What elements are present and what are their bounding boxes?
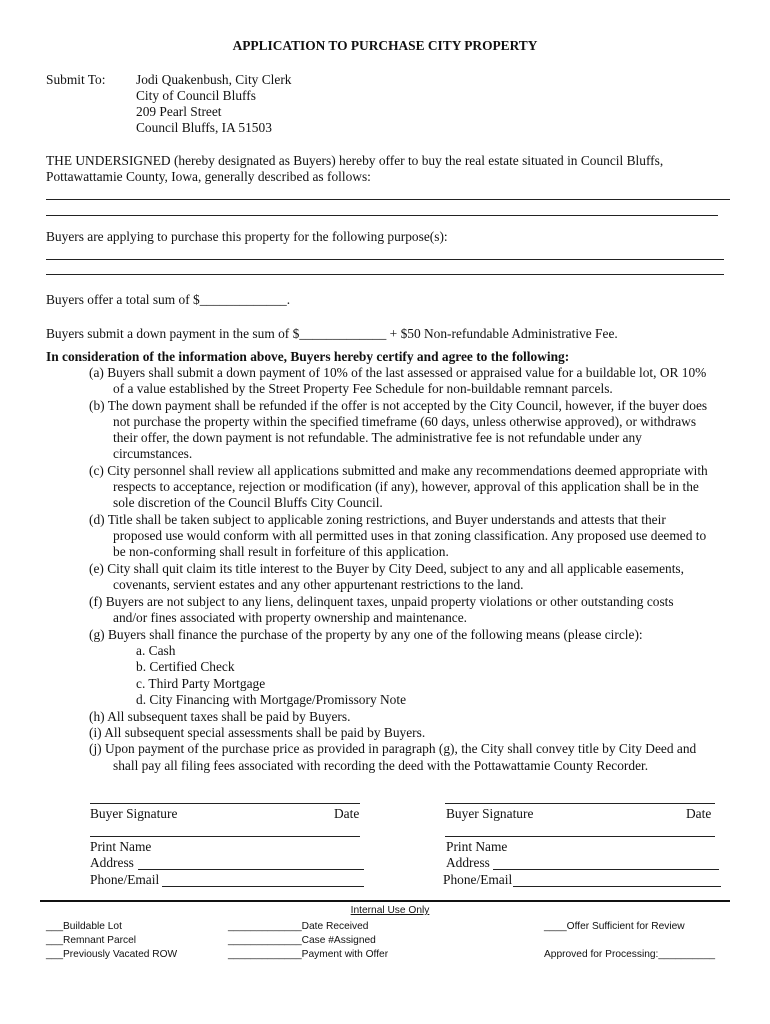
internal-payment-with-offer[interactable]: _____________Payment with Offer bbox=[228, 949, 389, 960]
down-payment-text[interactable]: Buyers submit a down payment in the sum of $_____________ + $50 Non-refundable Administrative Fee. bbox=[46, 326, 618, 341]
finance-option-third-party-mortgage[interactable]: c. Third Party Mortgage bbox=[136, 676, 266, 691]
submit-to-line-2: City of Council Bluffs bbox=[136, 88, 256, 103]
buyer-2-date-label: Date bbox=[686, 806, 712, 821]
item-e-line-1: (e) City shall quit claim its title interest to the Buyer by City Deed, subject to any and all applicable easements, bbox=[89, 561, 684, 576]
description-line-2[interactable] bbox=[46, 215, 718, 216]
item-d-line-3: be non-conforming shall result in forfeiture of this application. bbox=[113, 544, 449, 559]
internal-approved-for-processing[interactable]: Approved for Processing:__________ bbox=[544, 949, 716, 960]
intro-line-1: THE UNDERSIGNED (hereby designated as Buyers) hereby offer to buy the real estate situated in Council Bluffs, bbox=[46, 153, 664, 168]
submit-to-line-3: 209 Pearl Street bbox=[136, 104, 222, 119]
item-e-line-2: covenants, servient estates and any other appurtenant restrictions to the land. bbox=[113, 577, 524, 592]
internal-offer-sufficient[interactable]: ____Offer Sufficient for Review bbox=[544, 921, 685, 932]
internal-divider bbox=[40, 900, 730, 902]
finance-option-cash[interactable]: a. Cash bbox=[136, 643, 176, 658]
offer-sum-text[interactable]: Buyers offer a total sum of $_____________. bbox=[46, 292, 291, 307]
buyer-2-phone-email-line[interactable] bbox=[513, 886, 721, 887]
item-g-line-1: (g) Buyers shall finance the purchase of the property by any one of the following means (please circle): bbox=[89, 627, 643, 642]
item-a-line-1: (a) Buyers shall submit a down payment of 10% of the last assessed or appraised value for a buildable lot, OR 10% bbox=[89, 365, 707, 380]
buyer-1-address-label: Address bbox=[90, 855, 134, 870]
buyer-1-address-line[interactable] bbox=[138, 869, 364, 870]
buyer-2-address-line[interactable] bbox=[493, 869, 719, 870]
finance-option-certified-check[interactable]: b. Certified Check bbox=[136, 659, 235, 674]
submit-to-label: Submit To: bbox=[46, 72, 106, 87]
purpose-text: Buyers are applying to purchase this property for the following purpose(s): bbox=[46, 229, 448, 244]
internal-buildable-lot[interactable]: ___Buildable Lot bbox=[46, 921, 122, 932]
buyer-2-print-name-label: Print Name bbox=[446, 839, 508, 854]
buyer-1-print-name-label: Print Name bbox=[90, 839, 152, 854]
internal-use-heading: Internal Use Only bbox=[350, 905, 430, 916]
purpose-line-1[interactable] bbox=[46, 259, 724, 260]
buyer-2-address-label: Address bbox=[446, 855, 490, 870]
item-b-line-4: circumstances. bbox=[113, 446, 193, 461]
item-b-line-1: (b) The down payment shall be refunded if the offer is not accepted by the City Council, however, if the buyer does bbox=[89, 398, 708, 413]
submit-to-line-1: Jodi Quakenbush, City Clerk bbox=[136, 72, 292, 87]
internal-case-assigned[interactable]: _____________Case #Assigned bbox=[228, 935, 376, 946]
item-d-line-1: (d) Title shall be taken subject to applicable zoning restrictions, and Buyer understands and attests that their bbox=[89, 512, 666, 527]
item-b-line-3: their offer, the down payment is not refundable. The administrative fee is not refundable under any bbox=[113, 430, 642, 445]
certify-heading: In consideration of the information above, Buyers hereby certify and agree to the following: bbox=[46, 349, 570, 364]
buyer-1-phone-email-line[interactable] bbox=[162, 886, 364, 887]
item-j-line-2: shall pay all filing fees associated with recording the deed with the Pottawattamie County Recorder. bbox=[113, 758, 649, 773]
item-c-line-2: respects to acceptance, rejection or modification (if any), however, approval of this application shall be in the bbox=[113, 479, 699, 494]
internal-remnant-parcel[interactable]: ___Remnant Parcel bbox=[46, 935, 137, 946]
buyer-1-signature-line[interactable] bbox=[90, 803, 360, 804]
item-f-line-2: and/or fines associated with property ownership and maintenance. bbox=[113, 610, 467, 625]
item-c-line-1: (c) City personnel shall review all applications submitted and make any recommendations deemed appropriate with bbox=[89, 463, 708, 478]
finance-option-city-financing[interactable]: d. City Financing with Mortgage/Promissory Note bbox=[136, 692, 407, 707]
item-d-line-2: proposed use would conform with all permitted uses in that zoning classification. Any proposed use deemed to bbox=[113, 528, 707, 543]
purpose-line-2[interactable] bbox=[46, 274, 724, 275]
item-c-line-3: sole discretion of the Council Bluffs City Council. bbox=[113, 495, 383, 510]
item-a-line-2: of a value established by the Street Property Fee Schedule for non-buildable remnant parcels. bbox=[113, 381, 613, 396]
document-title: APPLICATION TO PURCHASE CITY PROPERTY bbox=[232, 38, 538, 53]
description-line-1[interactable] bbox=[46, 199, 730, 200]
buyer-1-date-label: Date bbox=[334, 806, 360, 821]
intro-line-2: Pottawattamie County, Iowa, generally described as follows: bbox=[46, 169, 371, 184]
buyer-2-print-name-line[interactable] bbox=[445, 836, 715, 837]
buyer-1-signature-label: Buyer Signature bbox=[90, 806, 178, 821]
item-i: (i) All subsequent special assessments shall be paid by Buyers. bbox=[89, 725, 426, 740]
buyer-1-phone-email-label: Phone/Email bbox=[90, 872, 160, 887]
internal-previously-vacated-row[interactable]: ___Previously Vacated ROW bbox=[46, 949, 178, 960]
buyer-2-signature-label: Buyer Signature bbox=[446, 806, 534, 821]
submit-to-line-4: Council Bluffs, IA 51503 bbox=[136, 120, 272, 135]
item-f-line-1: (f) Buyers are not subject to any liens, delinquent taxes, unpaid property violations or other outstanding costs bbox=[89, 594, 674, 609]
internal-date-received[interactable]: _____________Date Received bbox=[228, 921, 369, 932]
item-j-line-1: (j) Upon payment of the purchase price as provided in paragraph (g), the City shall convey title by City Deed and bbox=[89, 741, 697, 756]
buyer-1-print-name-line[interactable] bbox=[90, 836, 360, 837]
item-h: (h) All subsequent taxes shall be paid by Buyers. bbox=[89, 709, 351, 724]
item-b-line-2: not purchase the property within the specified timeframe (60 days, unless otherwise approved), or withdraws bbox=[113, 414, 697, 429]
buyer-2-signature-line[interactable] bbox=[445, 803, 715, 804]
buyer-2-phone-email-label: Phone/Email bbox=[443, 872, 513, 887]
